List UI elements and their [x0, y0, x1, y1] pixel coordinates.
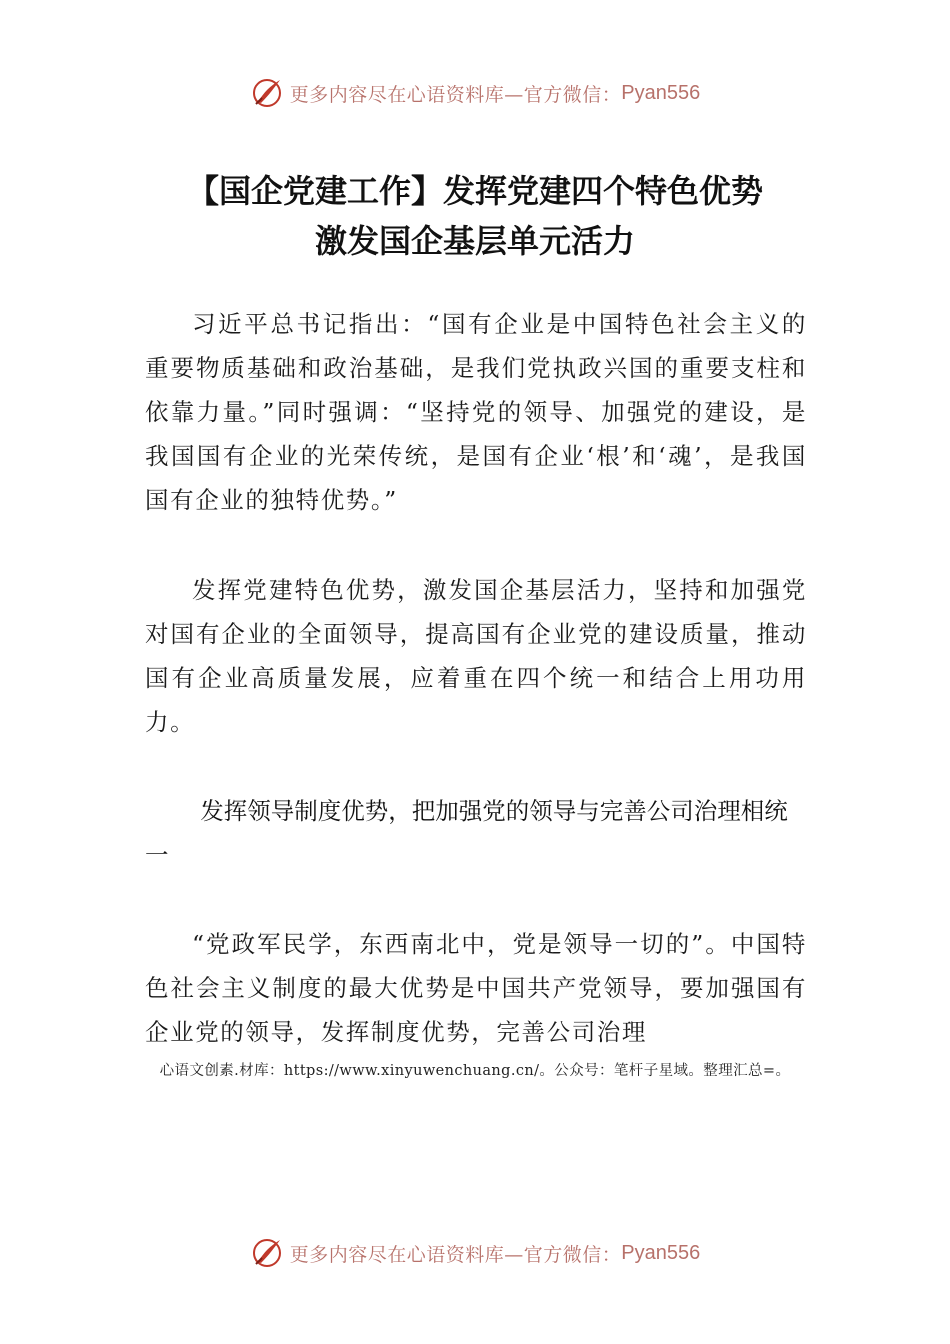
footer-banner [0, 1233, 950, 1273]
paragraph-2 [145, 568, 807, 744]
document-title [0, 166, 950, 266]
paragraph-3-text: “党政军民学，东西南北中，党是领导一切的”。中国特色社会主义制度的最大优势是中国共产党领导，要加强国有企业党的领导，发挥制度优势，完善公司治理 [145, 930, 807, 1046]
source-note: 心语文创素.材库：https://www.xinyuwenchuang.cn/。公众号：笔杆子星域。整理汇总=。 [159, 1063, 791, 1079]
paragraph-3 [145, 922, 807, 1054]
banner-contact: Pyan556 [621, 1241, 701, 1264]
banner-text: 更多内容尽在心语资料库—官方微信： [289, 83, 622, 106]
title-line-2: 激发国企基层单元活力 [314, 222, 635, 260]
red-quill-logo-icon [250, 1236, 284, 1270]
paragraph-1-text: 习近平总书记指出：“国有企业是中国特色社会主义的重要物质基础和政治基础，是我们党执政兴国的重要支柱和依靠力量。”同时强调：“坚持党的领导、加强党的建设，是我国国有企业的光荣传统，是国有企业‘根’和‘魂’，是我国国有企业的独特优势。” [145, 310, 807, 514]
banner-text: 更多内容尽在心语资料库—官方微信： [289, 1243, 622, 1266]
paragraph-1 [145, 302, 807, 522]
title-line-1: 【国企党建工作】发挥党建四个特色优势 [186, 172, 763, 210]
paragraph-2-text: 发挥党建特色优势，激发国企基层活力，坚持和加强党对国有企业的全面领导，提高国有企业党的建设质量，推动国有企业高质量发展，应着重在四个统一和结合上用功用力。 [145, 576, 807, 736]
header-banner [0, 73, 950, 113]
red-quill-logo-icon [250, 76, 284, 110]
section-heading: 发挥领导制度优势，把加强党的领导与完善公司治理相统一 [145, 797, 788, 869]
banner-contact: Pyan556 [621, 81, 701, 104]
